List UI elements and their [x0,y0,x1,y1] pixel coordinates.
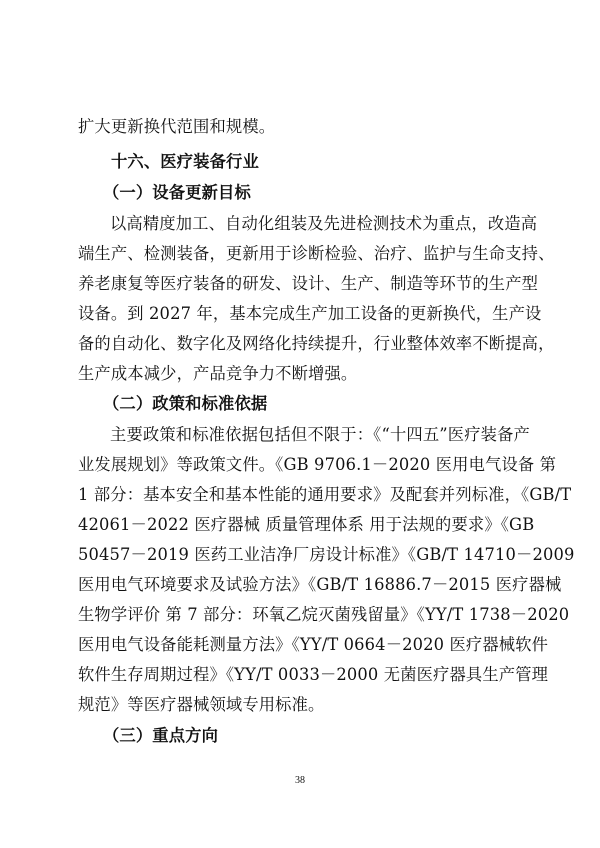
paragraph-line: 端生产、检测装备，更新用于诊断检验、治疗、监护与生命支持、 [78,244,555,263]
paragraph-line: 软件生存周期过程》《YY/T 0033－2000 无菌医疗器具生产管理 [78,665,549,684]
subsection-heading: （一）设备更新目标 [103,183,251,202]
paragraph-line: 规范》等医疗器械领域专用标准。 [78,695,325,714]
page-number: 38 [295,775,305,786]
section-heading: 十六、医疗装备行业 [111,152,259,171]
text-line: 扩大更新换代范围和规模。 [78,117,276,136]
paragraph-line: 医用电气设备能耗测量方法》《YY/T 0664－2020 医疗器械软件 [78,635,549,654]
paragraph-line: 以高精度加工、自动化组装及先进检测技术为重点，改造高 [110,214,538,233]
paragraph-line: 养老康复等医疗装备的研发、设计、生产、制造等环节的生产型 [78,274,539,293]
paragraph-line: 医用电气环境要求及试验方法》《GB/T 16886.7－2015 医疗器械 [78,575,562,594]
subsection-heading: （二）政策和标准依据 [103,394,268,413]
paragraph-line: 业发展规划》等政策文件。《GB 9706.1－2020 医用电气设备 第 [78,455,557,474]
paragraph-line: 生物学评价 第 7 部分：环氧乙烷灭菌残留量》《YY/T 1738－2020 [78,605,570,624]
paragraph-line: 42061－2022 医疗器械 质量管理体系 用于法规的要求》《GB [78,515,535,534]
paragraph-line: 备的自动化、数字化及网络化持续提升，行业整体效率不断提高， [78,334,555,353]
paragraph-line: 生产成本减少，产品竞争力不断增强。 [78,364,358,383]
paragraph-line: 主要政策和标准依据包括但不限于：《“十四五”医疗装备产 [110,425,530,444]
paragraph-line: 50457－2019 医药工业洁净厂房设计标准》《GB/T 14710－2009 [78,545,575,564]
paragraph-line: 1 部分：基本安全和基本性能的通用要求》及配套并列标准，《GB/T [78,485,572,504]
paragraph-line: 设备。到 2027 年，基本完成生产加工设备的更新换代，生产设 [78,304,542,323]
subsection-heading: （三）重点方向 [103,726,219,745]
